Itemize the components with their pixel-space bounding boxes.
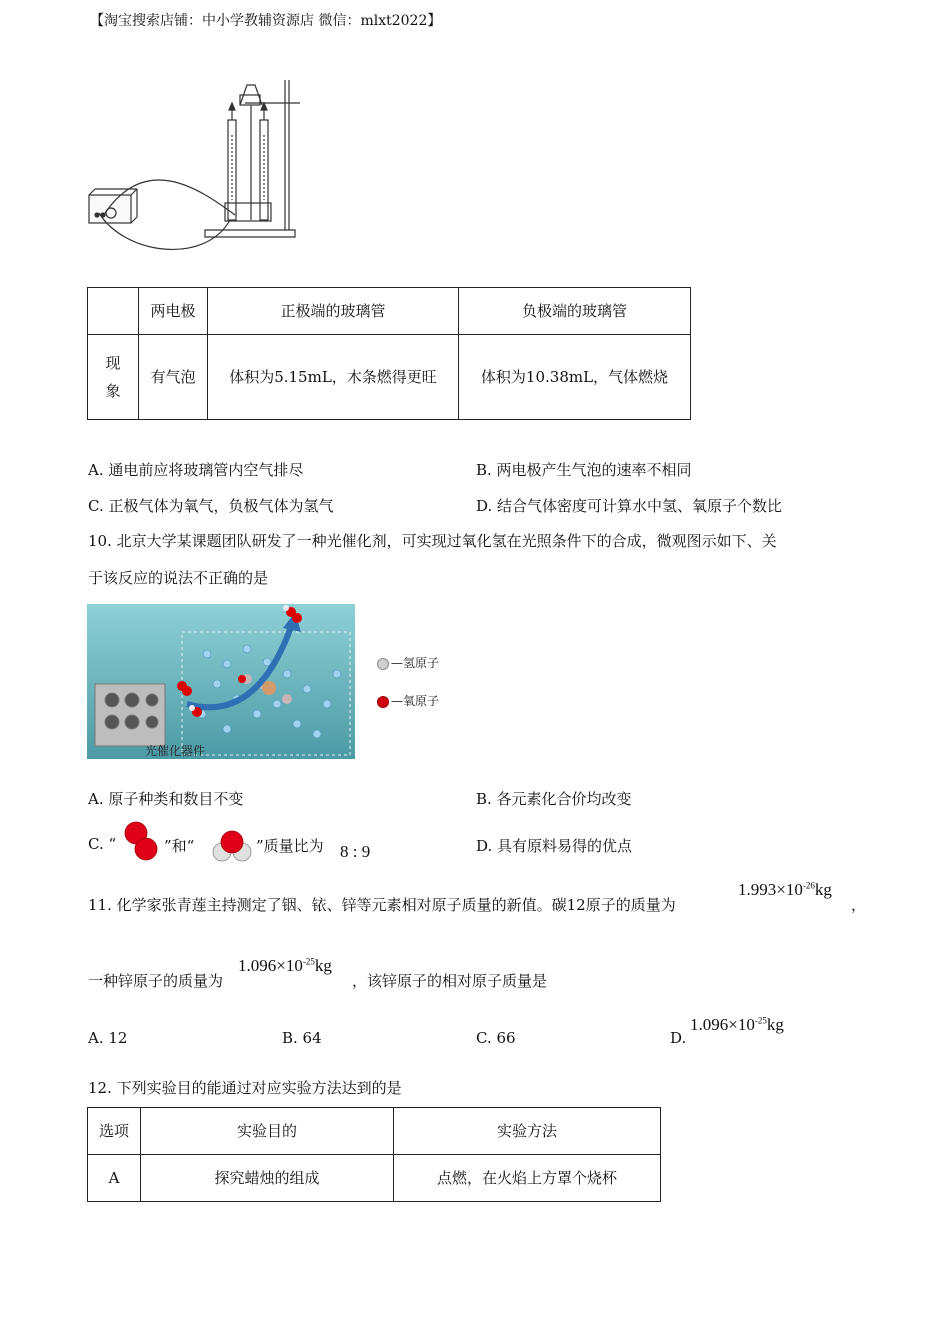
oxygen-molecule-icon — [122, 820, 162, 864]
table2-header-purpose: 实验目的 — [141, 1108, 394, 1155]
q10-c-ratio: 8 : 9 — [340, 842, 371, 861]
q10-option-c — [88, 818, 468, 864]
page-header: 【淘宝搜索店铺：中小学教辅资源店 微信：mlxt2022】 — [90, 13, 442, 29]
table2-cell-purpose: 探究蜡烛的组成 — [141, 1155, 394, 1202]
q11-option-a: A. 12 — [88, 1029, 128, 1047]
zn-mass-unit: kg — [314, 956, 332, 975]
table-header-positive: 正极端的玻璃管 — [208, 288, 459, 335]
q11-option-b: B. 64 — [282, 1029, 322, 1047]
oxygen-atom-icon — [377, 696, 389, 708]
q11-option-d-label: D. — [670, 1029, 687, 1047]
table-row-label — [88, 335, 139, 420]
option-d-mass-exp: -25 — [754, 1015, 767, 1026]
q12-stem: 12. 下列实验目的能通过对应实验方法达到的是 — [88, 1079, 402, 1097]
electrolysis-table — [87, 287, 691, 420]
table-cell-negative: 体积为10.38mL，气体燃烧 — [459, 335, 691, 420]
table-header-negative: 负极端的玻璃管 — [459, 288, 691, 335]
legend-oxygen-label: —氧原子 — [391, 694, 440, 708]
table2-cell-option: A — [88, 1155, 141, 1202]
q9-option-a: A. 通电前应将玻璃管内空气排尽 — [88, 461, 304, 479]
q10-option-d: D. 具有原料易得的优点 — [476, 837, 633, 855]
q11-line2-prefix: 一种锌原子的质量为 — [88, 972, 224, 990]
row-label-text: 现象 — [105, 353, 121, 400]
table-corner-cell — [88, 288, 139, 335]
q10-option-b: B. 各元素化合价均改变 — [476, 790, 632, 808]
legend-hydrogen-label: —氢原子 — [391, 656, 440, 670]
c12-mass-unit: kg — [814, 880, 832, 899]
q11-option-d-value — [690, 1015, 784, 1035]
option-d-mass-unit: kg — [766, 1015, 784, 1034]
q11-line2-suffix: ，该锌原子的相对原子质量是 — [352, 972, 548, 990]
option-d-mass-value: 1.096×10 — [690, 1015, 755, 1034]
q10-c-mid: ”和“ — [164, 837, 195, 855]
q10-c-suffix: ”质量比为 — [256, 837, 324, 855]
table-cell-bubbles: 有气泡 — [139, 335, 208, 420]
zn-mass-value: 1.096×10 — [238, 956, 303, 975]
legend-oxygen — [377, 692, 439, 709]
c12-mass-exp: -26 — [802, 880, 815, 891]
q11-zn-mass — [238, 956, 332, 976]
table2-header-option: 选项 — [88, 1108, 141, 1155]
q9-option-d: D. 结合气体密度可计算水中氢、氧原子个数比 — [476, 497, 783, 515]
c12-mass-value: 1.993×10 — [738, 880, 803, 899]
q9-option-b: B. 两电极产生气泡的速率不相同 — [476, 461, 692, 479]
table2-header-method: 实验方法 — [394, 1108, 661, 1155]
photo-caption: 光催化器件 — [145, 744, 206, 758]
q9-option-c: C. 正极气体为氧气，负极气体为氢气 — [88, 497, 334, 515]
q11-c12-mass — [738, 880, 832, 900]
water-molecule-icon — [210, 830, 256, 864]
table-header-electrodes: 两电极 — [139, 288, 208, 335]
photocatalyst-illustration — [87, 604, 355, 759]
q10-stem-line1: 10. 北京大学某课题团队研发了一种光催化剂，可实现过氧化氢在光照条件下的合成，微观图示如下、关 — [88, 532, 777, 550]
zn-mass-exp: -25 — [302, 956, 315, 967]
hydrogen-atom-icon — [377, 658, 389, 670]
q11-line1-text: 11. 化学家张青莲主持测定了铟、铱、锌等元素相对原子质量的新值。碳12原子的质量为 — [88, 896, 676, 914]
table-cell-positive: 体积为5.15mL，木条燃得更旺 — [208, 335, 459, 420]
legend-hydrogen — [377, 654, 439, 671]
q11-option-c: C. 66 — [476, 1029, 516, 1047]
q11-stem-line1 — [88, 894, 676, 915]
electrolysis-apparatus-diagram — [85, 75, 305, 265]
q10-c-prefix: C. “ — [88, 835, 117, 853]
q10-option-a: A. 原子种类和数目不变 — [88, 790, 244, 808]
table2-cell-method: 点燃，在火焰上方罩个烧杯 — [394, 1155, 661, 1202]
q11-line1-end: ， — [851, 896, 867, 914]
experiment-table — [87, 1107, 661, 1202]
q10-stem-line2: 于该反应的说法不正确的是 — [88, 569, 269, 587]
